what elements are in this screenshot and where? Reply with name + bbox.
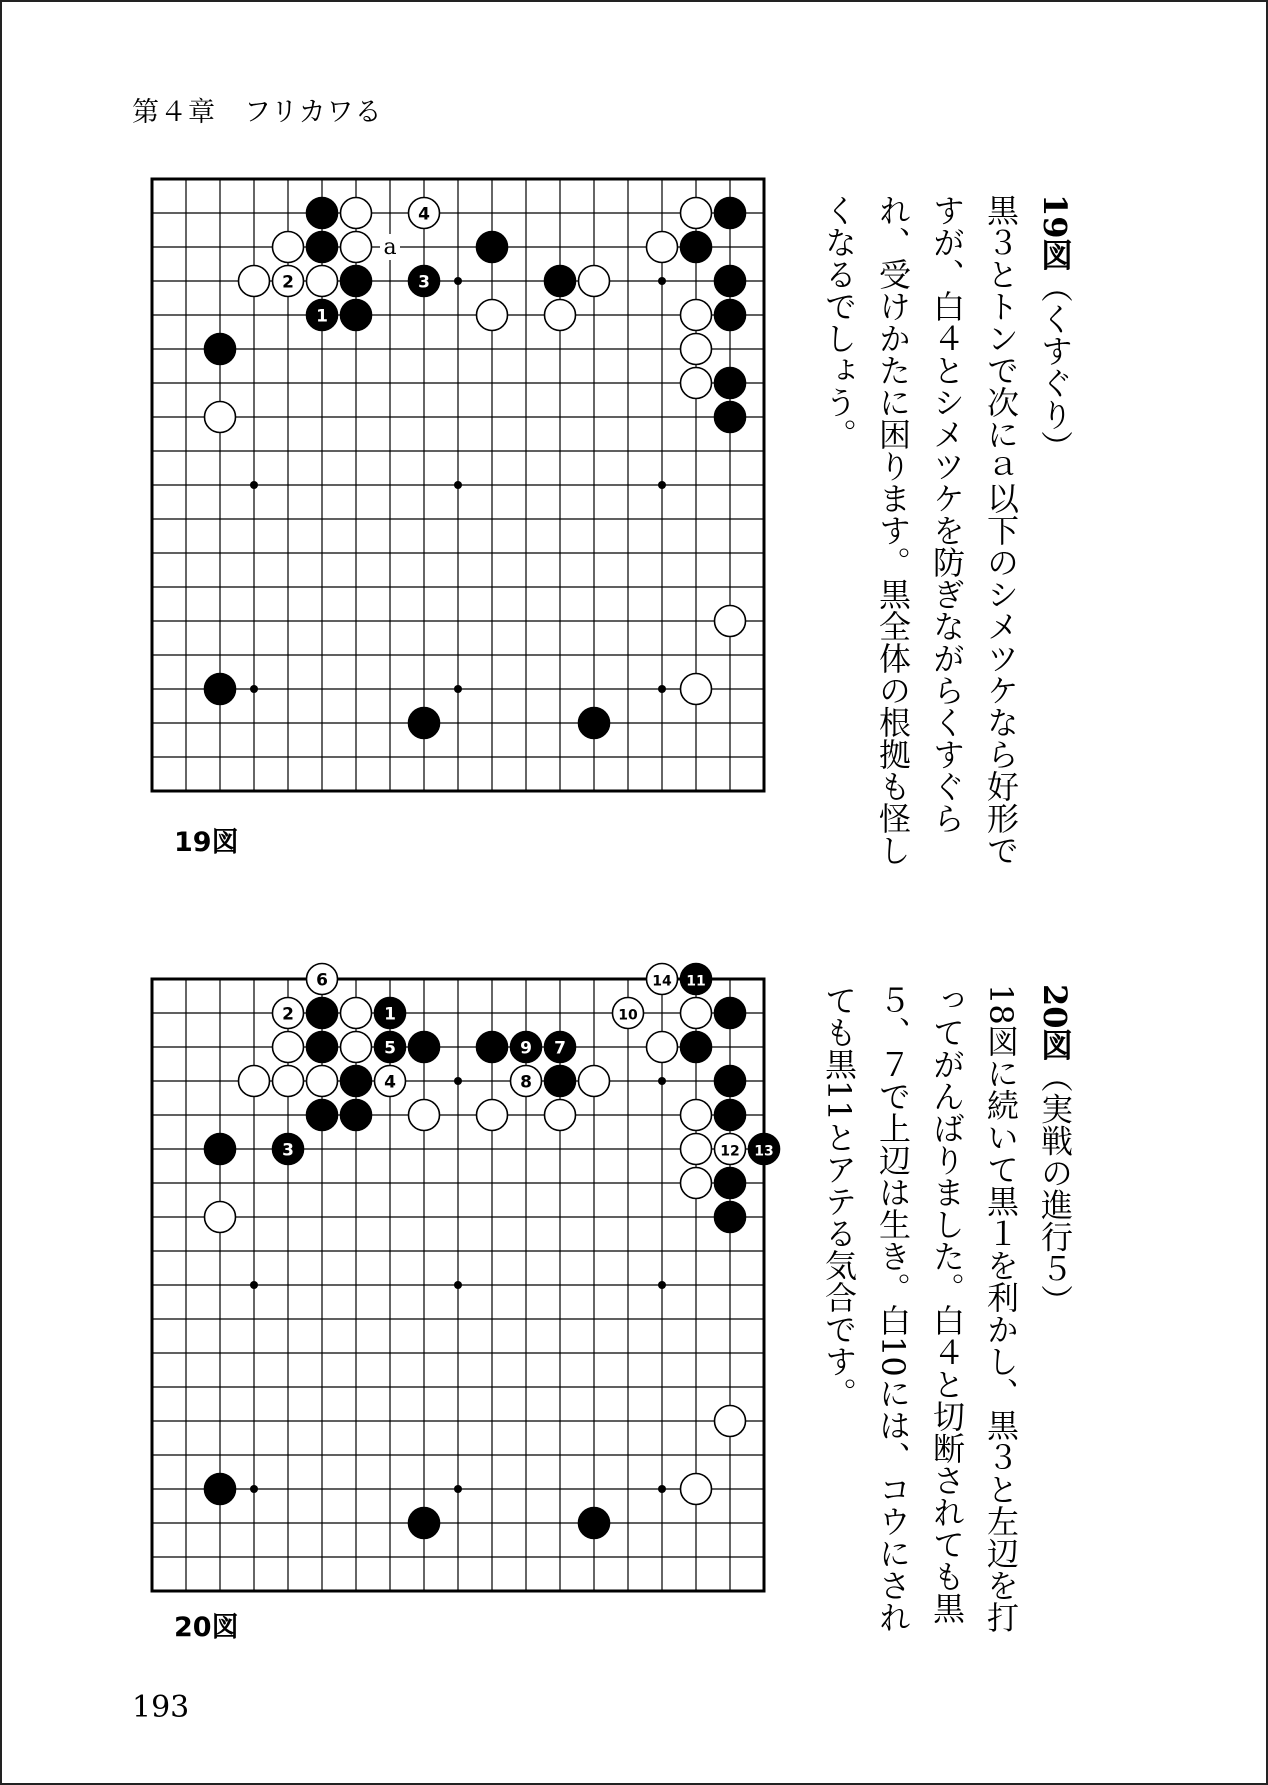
white-stone <box>681 1474 712 1505</box>
move-number-label: 12 <box>720 1143 740 1160</box>
black-stone <box>681 232 712 263</box>
black-stone <box>409 1032 440 1063</box>
white-stone <box>681 198 712 229</box>
black-stone <box>409 1508 440 1539</box>
white-stone <box>681 1134 712 1165</box>
white-stone <box>409 1100 440 1131</box>
white-stone <box>715 1406 746 1437</box>
black-stone <box>715 368 746 399</box>
black-stone <box>409 708 440 739</box>
diagram-19-caption: 19図 <box>174 827 239 858</box>
move-number-label: 3 <box>282 1140 294 1161</box>
star-point <box>454 1077 462 1085</box>
white-stone <box>681 334 712 365</box>
star-point <box>658 1485 666 1493</box>
star-point <box>658 277 666 285</box>
white-stone <box>307 266 338 297</box>
move-number-label: 7 <box>554 1038 566 1059</box>
letter-marker: a <box>383 235 397 260</box>
white-stone <box>273 1066 304 1097</box>
white-stone <box>681 998 712 1029</box>
commentary-20-body: 18図に続いて黒１を利かし、黒３と左辺を打ってがんばりました。白４と切断されても黒５、７で上辺は生き。白10には、コウにされても黒11とアテる気合です。 <box>820 984 1020 1633</box>
white-stone <box>273 1032 304 1063</box>
black-stone <box>341 300 372 331</box>
move-number-label: 6 <box>316 970 328 991</box>
move-number-label: 2 <box>282 1004 294 1025</box>
go-board-diagram-20 <box>150 970 774 1593</box>
move-number-label: 8 <box>520 1072 532 1093</box>
star-point <box>454 1485 462 1493</box>
black-stone <box>715 300 746 331</box>
commentary-19-subtitle: （くすぐり） <box>1036 270 1074 463</box>
star-point <box>658 481 666 489</box>
star-point <box>658 1077 666 1085</box>
move-number-label: 9 <box>520 1038 532 1059</box>
white-stone <box>545 300 576 331</box>
white-stone <box>681 1100 712 1131</box>
running-head: 第４章 フリカワる <box>132 97 383 128</box>
black-stone <box>307 232 338 263</box>
black-stone <box>715 998 746 1029</box>
black-stone <box>205 1134 236 1165</box>
move-number-label: 3 <box>418 272 430 293</box>
black-stone <box>715 266 746 297</box>
white-stone <box>681 1168 712 1199</box>
black-stone <box>715 402 746 433</box>
page-number: 193 <box>132 1690 190 1725</box>
white-stone <box>477 300 508 331</box>
white-stone <box>205 402 236 433</box>
white-stone <box>647 1032 678 1063</box>
white-stone <box>681 368 712 399</box>
white-stone <box>341 232 372 263</box>
white-stone <box>205 1202 236 1233</box>
move-number-label: 11 <box>686 973 706 990</box>
move-number-label: 2 <box>282 272 294 293</box>
move-number-label: 4 <box>384 1072 396 1093</box>
commentary-20-subtitle: （実戦の進行５） <box>1036 1060 1074 1317</box>
star-point <box>454 685 462 693</box>
black-stone <box>715 198 746 229</box>
white-stone <box>681 674 712 705</box>
black-stone <box>307 198 338 229</box>
black-stone <box>545 266 576 297</box>
black-stone <box>341 1066 372 1097</box>
white-stone <box>341 198 372 229</box>
black-stone <box>715 1202 746 1233</box>
black-stone <box>681 1032 712 1063</box>
white-stone <box>239 266 270 297</box>
move-number-label: 14 <box>652 973 672 990</box>
commentary-20-heading: 20図 <box>1036 984 1074 1061</box>
white-stone <box>341 998 372 1029</box>
commentary-20 <box>812 984 1082 1664</box>
star-point <box>658 1281 666 1289</box>
star-point <box>454 481 462 489</box>
black-stone <box>715 1168 746 1199</box>
star-point <box>250 1281 258 1289</box>
white-stone <box>647 232 678 263</box>
move-number-label: 4 <box>418 204 430 225</box>
black-stone <box>715 1066 746 1097</box>
black-stone <box>579 1508 610 1539</box>
commentary-19 <box>812 194 1082 874</box>
move-number-label: 13 <box>754 1143 774 1160</box>
black-stone <box>205 674 236 705</box>
white-stone <box>579 1066 610 1097</box>
star-point <box>454 1281 462 1289</box>
white-stone <box>239 1066 270 1097</box>
white-stone <box>715 606 746 637</box>
commentary-19-body: 黒３とトンで次にａ以下のシメツケなら好形ですが、白４とシメツケを防ぎながらくすぐられ、受けかたに困ります。黒全体の根拠も怪しくなるでしょう。 <box>820 194 1020 866</box>
black-stone <box>307 998 338 1029</box>
black-stone <box>307 1100 338 1131</box>
black-stone <box>341 266 372 297</box>
black-stone <box>341 1100 372 1131</box>
white-stone <box>579 266 610 297</box>
white-stone <box>341 1032 372 1063</box>
commentary-19-heading: 19図 <box>1036 194 1074 271</box>
move-number-label: 5 <box>384 1038 396 1059</box>
go-board-diagram-19 <box>150 177 766 793</box>
star-point <box>250 481 258 489</box>
black-stone <box>205 1474 236 1505</box>
white-stone <box>477 1100 508 1131</box>
black-stone <box>579 708 610 739</box>
white-stone <box>307 1066 338 1097</box>
star-point <box>658 685 666 693</box>
black-stone <box>477 1032 508 1063</box>
diagram-20-caption: 20図 <box>174 1612 239 1643</box>
white-stone <box>273 232 304 263</box>
move-number-label: 1 <box>384 1004 396 1025</box>
white-stone <box>681 300 712 331</box>
star-point <box>250 1485 258 1493</box>
move-number-label: 10 <box>618 1007 638 1024</box>
black-stone <box>715 1100 746 1131</box>
white-stone <box>545 1100 576 1131</box>
move-number-label: 1 <box>316 306 328 327</box>
black-stone <box>545 1066 576 1097</box>
black-stone <box>205 334 236 365</box>
black-stone <box>477 232 508 263</box>
star-point <box>250 685 258 693</box>
black-stone <box>307 1032 338 1063</box>
star-point <box>454 277 462 285</box>
